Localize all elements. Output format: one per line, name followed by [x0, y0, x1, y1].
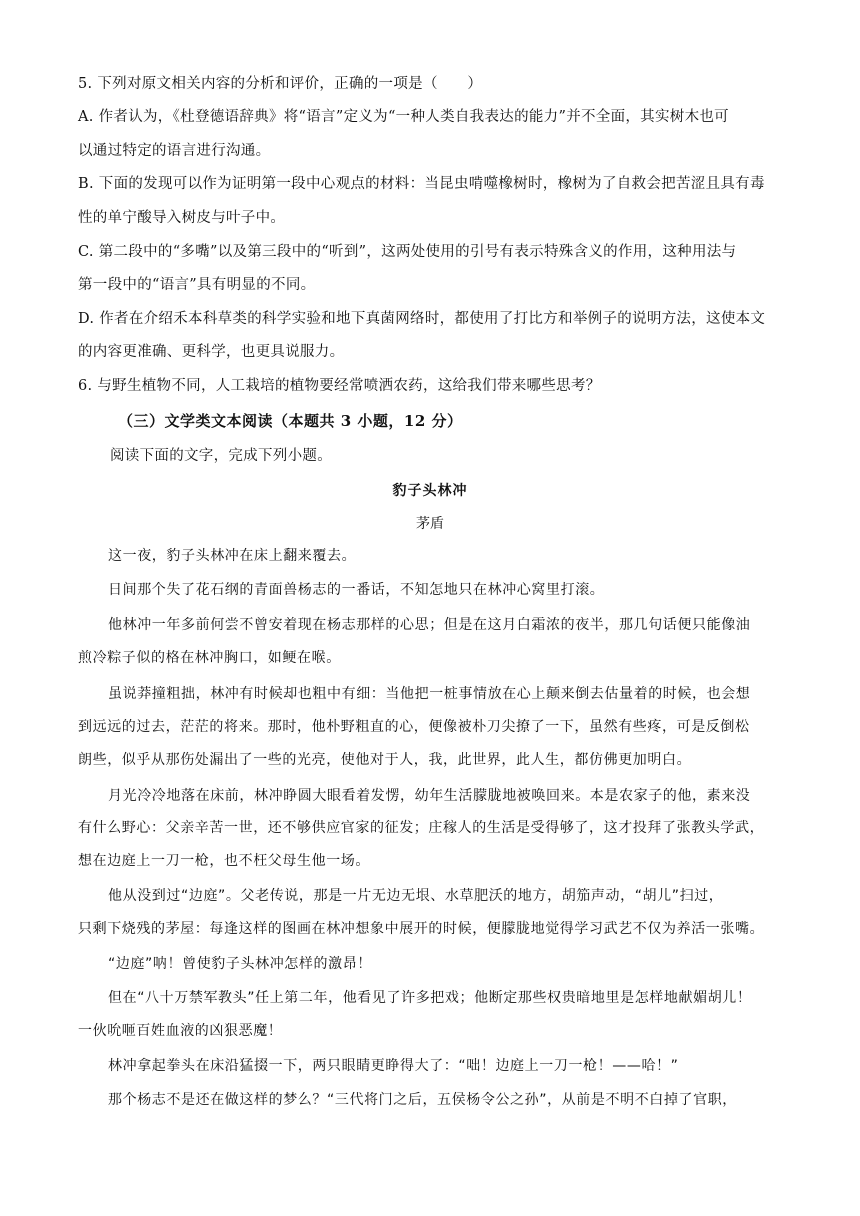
question-5-option-b: B. 下面的发现可以作为证明第一段中心观点的材料：当昆虫啃噬橡树时，橡树为了自救会把苦涩且具有毒	[78, 176, 765, 192]
story-line: 这一夜，豹子头林冲在床上翻来覆去。	[108, 548, 357, 564]
story-line: 林冲拿起拳头在床沿猛掇一下，两只眼睛更睁得大了：“咄！边庭上一刀一枪！——哈！”	[108, 1058, 679, 1074]
question-5-option-d: D. 作者在介绍禾本科草类的科学实验和地下真菌网络时，都使用了打比方和举例子的说明方法，这使本文	[78, 311, 766, 327]
story-line: 一伙吮咂百姓血液的凶狠恶魔！	[78, 1023, 283, 1039]
story-line: 有什么野心：父亲辛苦一世，还不够供应官家的征发；庄稼人的生活是受得够了，这才投拜了张教头学武，	[78, 820, 765, 836]
question-5-option-b-cont: 性的单宁酸导入树皮与叶子中。	[78, 210, 286, 226]
story-line: 日间那个失了花石纲的青面兽杨志的一番话，不知怎地只在林冲心窝里打滚。	[108, 582, 605, 598]
story-line: 他从没到过“边庭”。父老传说，那是一片无边无垠、水草肥沃的地方，胡笳声动，“胡儿”扫过，	[108, 888, 724, 904]
question-6-stem: 6. 与野生植物不同，人工栽培的植物要经常喷洒农药，这给我们带来哪些思考？	[78, 378, 601, 394]
story-line: 想在边庭上一刀一枪，也不枉父母生他一场。	[78, 853, 370, 869]
story-line: 但在“八十万禁军教头”任上第二年，他看见了许多把戏；他断定那些权贵暗地里是怎样地献媚胡儿！	[108, 990, 752, 1006]
story-line: 朗些，似乎从那伤处漏出了一些的光亮，使他对于人，我，此世界，此人生，都仿佛更加明白。	[78, 752, 692, 768]
story-line: 虽说莽撞粗拙，林冲有时候却也粗中有细：当他把一桩事情放在心上颠来倒去估量着的时候，也会想	[108, 686, 751, 702]
question-5-option-c-cont: 第一段中的“语言”具有明显的不同。	[78, 277, 316, 293]
section-3-instruction: 阅读下面的文字，完成下列小题。	[110, 448, 332, 464]
story-line: 到远远的过去，茫茫的将来。那时，他朴野粗直的心，便像被朴刀尖撩了一下，虽然有些疼，可是反倒松	[78, 719, 750, 735]
story-line: 月光冷冷地落在床前，林冲睁圆大眼看着发愣，幼年生活朦胧地被唤回来。本是农家子的他，素来没	[108, 788, 751, 804]
question-5-option-c: C. 第二段中的“多嘴”以及第三段中的“听到”，这两处使用的引号有表示特殊含义的作用，这种用法与	[78, 244, 737, 260]
story-title: 豹子头林冲	[392, 483, 468, 499]
story-line: 那个杨志不是还在做这样的梦么？“三代将门之后，五侯杨令公之孙”，从前是不明不白掉了官职，	[108, 1092, 737, 1108]
story-line: 只剩下烧残的茅屋：每逢这样的图画在林冲想象中展开的时候，便朦胧地觉得学习武艺不仅为养活一张嘴。	[78, 921, 765, 937]
question-5-option-a-cont: 以通过特定的语言进行沟通。	[78, 143, 271, 159]
section-3-title: （三）文学类文本阅读（本题共 3 小题，12 分）	[118, 412, 463, 430]
question-5-option-d-cont: 的内容更准确、更科学，也更具说服力。	[78, 344, 345, 360]
story-line: 他林冲一年多前何尝不曾安着现在杨志那样的心思；但是在这月白霜浓的夜半，那几句话便只能像油	[108, 617, 751, 633]
question-5-stem: 5. 下列对原文相关内容的分析和评价，正确的一项是（ ）	[78, 76, 483, 92]
story-line: “边庭”呐！曾使豹子头林冲怎样的激昂！	[108, 956, 372, 972]
story-author: 茅盾	[416, 516, 444, 532]
story-line: 煎冷粽子似的格在林冲胸口，如鲠在喉。	[78, 650, 341, 666]
question-5-option-a: A. 作者认为，《杜登德语辞典》将“语言”定义为“一种人类自我表达的能力”并不全面，其实树木也可	[78, 109, 729, 125]
